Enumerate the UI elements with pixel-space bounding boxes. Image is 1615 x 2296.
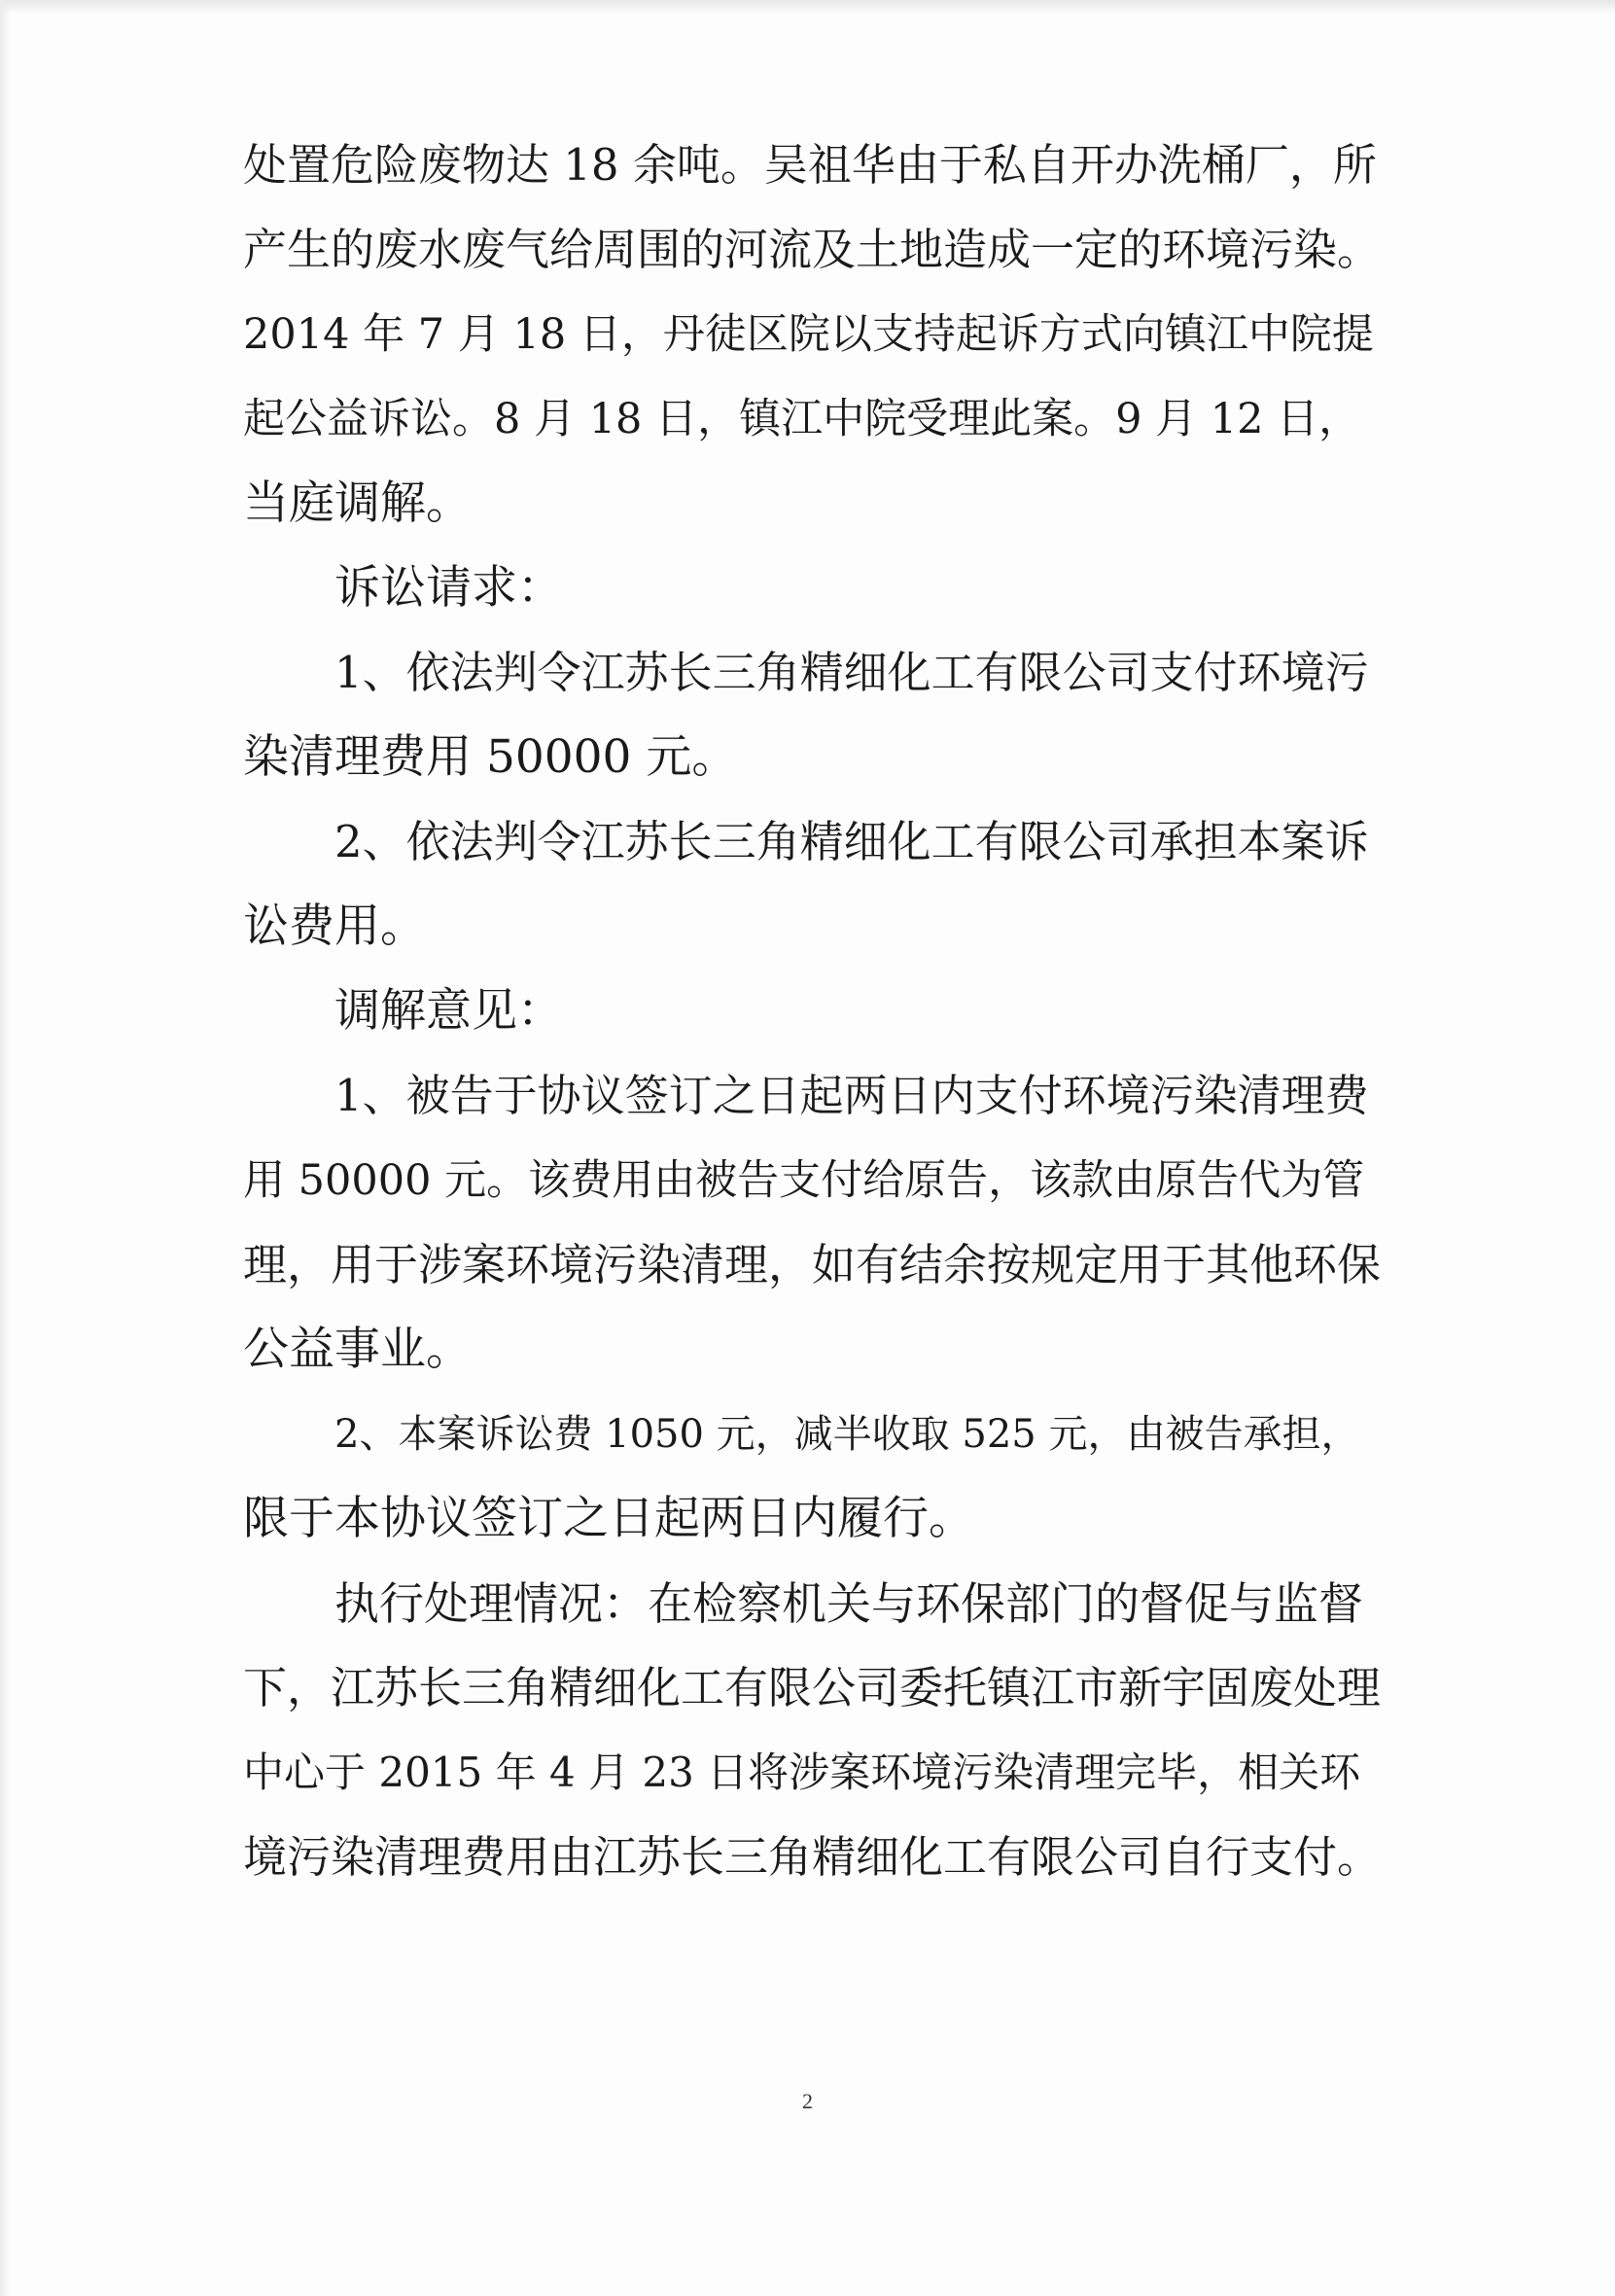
text-line-19: 下，江苏长三角精细化工有限公司委托镇江市新宇固废处理 xyxy=(243,1662,1382,1713)
text-line-21: 境污染清理费用由江苏长三角精细化工有限公司自行支付。 xyxy=(243,1831,1382,1883)
text-line-3: 2014 年 7 月 18 日，丹徒区院以支持起诉方式向镇江中院提 xyxy=(243,310,1374,359)
text-line-15: 公益事业。 xyxy=(243,1323,472,1376)
scan-edge-left xyxy=(0,0,10,2296)
text-line-16: 2、本案诉讼费 1050 元，减半收取 525 元，由被告承担， xyxy=(334,1412,1360,1457)
section-heading-mediation: 调解意见： xyxy=(334,984,563,1038)
scan-edge-top xyxy=(0,0,1615,14)
page-number: 2 xyxy=(802,2089,813,2113)
text-line-13: 用 50000 元。该费用由被告支付给原告，该款由原告代为管 xyxy=(243,1156,1365,1205)
text-line-7: 1、依法判令江苏长三角精细化工有限公司支付环境污 xyxy=(334,647,1369,698)
text-line-4: 起公益诉讼。8 月 18 日，镇江中院受理此案。9 月 12 日， xyxy=(243,395,1361,443)
text-line-12: 1、被告于协议签订之日起两日内支付环境污染清理费 xyxy=(334,1070,1369,1121)
text-line-14: 理，用于涉案环境污染清理，如有结余按规定用于其他环保 xyxy=(243,1239,1382,1290)
text-line-20: 中心于 2015 年 4 月 23 日将涉案环境污染清理完毕，相关环 xyxy=(243,1748,1361,1796)
text-line-8: 染清理费用 50000 元。 xyxy=(243,730,738,784)
text-line-10: 讼费用。 xyxy=(243,900,426,953)
text-line-1: 处置危险废物达 18 余吨。吴祖华由于私自开办洗桶厂，所 xyxy=(243,139,1377,191)
text-line-2: 产生的废水废气给周围的河流及土地造成一定的环境污染。 xyxy=(243,224,1382,275)
section-heading-execution: 执行处理情况：在检察机关与环保部门的督促与监督 xyxy=(334,1577,1363,1630)
section-heading-claims: 诉讼请求： xyxy=(334,561,563,615)
text-line-5: 当庭调解。 xyxy=(243,477,472,530)
text-line-9: 2、依法判令江苏长三角精细化工有限公司承担本案诉 xyxy=(334,816,1369,867)
text-line-17: 限于本协议签订之日起两日内履行。 xyxy=(243,1492,974,1545)
